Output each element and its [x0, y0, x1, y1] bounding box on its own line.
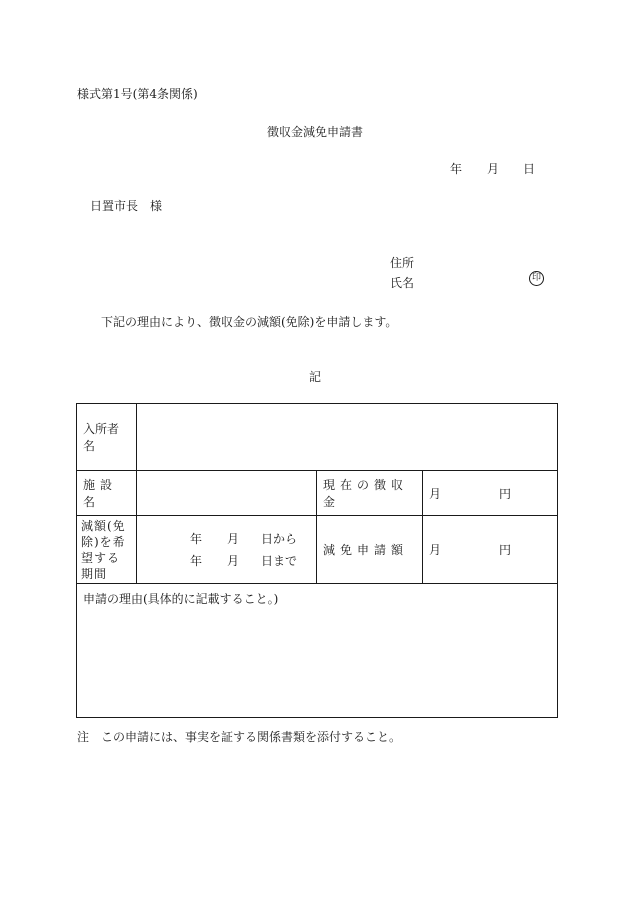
address-label: 住所 [390, 256, 415, 270]
document-title: 徴収金減免申請書 [266, 125, 363, 139]
table-row [77, 471, 558, 516]
ki-heading: 記 [308, 370, 321, 384]
table-row [77, 516, 558, 584]
date-year: 年 [450, 162, 463, 176]
seal-mark: 印 [529, 271, 544, 286]
period-label: 減額(免除)を希望する期間 [77, 516, 137, 584]
form-number: 様式第1号(第4条関係) [77, 87, 198, 101]
date-month: 月 [487, 162, 500, 176]
facility-field[interactable] [137, 471, 317, 516]
current-amount-field[interactable] [423, 471, 558, 516]
period-from: 年 月 日から [190, 531, 298, 546]
date-day: 日 [523, 162, 536, 176]
resident-label: 入所者名 [77, 404, 137, 471]
current-month: 月 [429, 486, 442, 501]
addressee: 日置市長 様 [90, 199, 163, 213]
name-label: 氏名 [390, 276, 415, 290]
current-amount-label: 現在の徴収金 [317, 471, 423, 516]
table-row [77, 584, 558, 718]
facility-label: 施設名 [77, 471, 137, 516]
requested-amount-field[interactable] [423, 516, 558, 584]
date-line [450, 160, 535, 177]
table-row [77, 404, 558, 471]
reason-field[interactable] [77, 584, 558, 718]
period-to: 年 月 日まで [190, 553, 298, 568]
requested-amount-label: 減免申請額 [317, 516, 423, 584]
note-text: 注 この申請には、事実を証する関係書類を添付すること。 [77, 730, 402, 744]
requested-yen: 円 [499, 543, 512, 557]
resident-field[interactable] [137, 404, 558, 471]
intro-text: 下記の理由により、徴収金の減額(免除)を申請します。 [101, 315, 398, 329]
requested-month: 月 [429, 543, 442, 557]
current-yen: 円 [499, 486, 512, 501]
reason-label: 申請の理由(具体的に記載すること。) [83, 592, 279, 606]
period-field[interactable] [137, 516, 317, 584]
application-table [76, 403, 558, 718]
